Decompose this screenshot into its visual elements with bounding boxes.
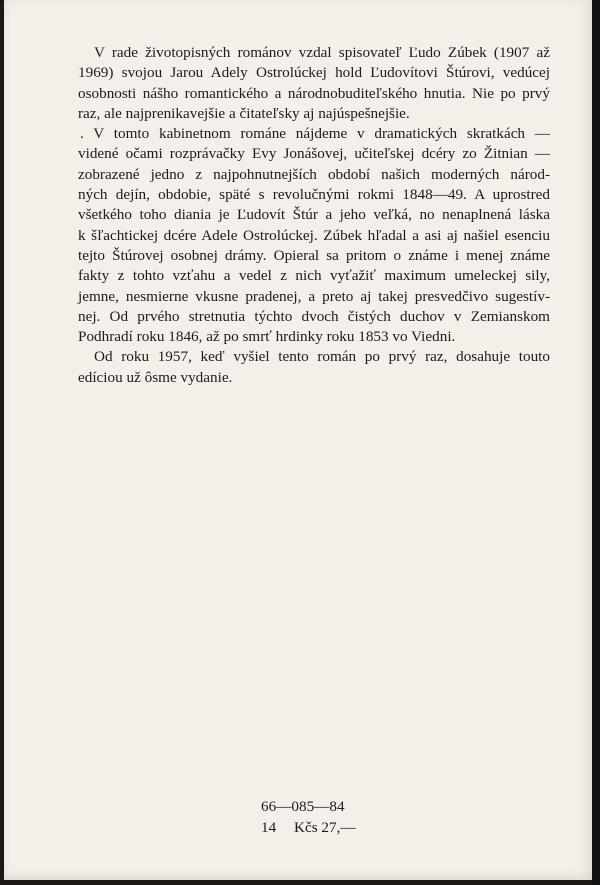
catalog-number: 66—085—84 <box>261 798 345 815</box>
text-line: fakty z tohto vzťahu a vedel z nich vyťažiť maximum umeleckej sily, <box>78 267 550 285</box>
paragraph-1 <box>78 43 550 124</box>
paragraph-2 <box>78 124 550 347</box>
text-line: . V tomto kabinetnom románe nájdeme v dramatických skratkách — <box>80 125 550 143</box>
publication-codes <box>261 796 356 838</box>
text-line: raz, ale najprenikavejšie a čitateľsky aj najúspešnejšie. <box>78 104 410 122</box>
text-line: V rade životopisných románov vzdal spisovateľ Ľudo Zúbek (1907 až <box>94 44 550 61</box>
text-line: Podhradí roku 1846, až po smrť hrdinky roku 1853 vo Viedni. <box>78 328 456 346</box>
price-line <box>261 817 356 838</box>
text-line: nej. Od prvého stretnutia týchto dvoch čistých duchov v Zemianskom <box>78 307 550 325</box>
text-line: 1969) svojou Jarou Adely Ostrolúckej hold Ľudovítovi Štúrovi, vedúcej <box>78 64 550 82</box>
text-line: videné očami rozprávačky Evy Jonášovej, učiteľskej dcéry zo Žitnian — <box>78 145 550 163</box>
text-line: všetkého toho diania je Ľudovít Štúr a jeho veľká, no nenaplnená láska <box>78 206 550 224</box>
blurb-text <box>78 43 550 388</box>
price-group: 14 <box>261 819 277 836</box>
text-line: Od roku 1957, keď vyšiel tento román po prvý raz, dosahuje touto <box>94 348 550 366</box>
paragraph-3 <box>78 347 550 388</box>
text-line: zobrazené jedno z najpohnutnejších období našich moderných národ- <box>78 165 550 183</box>
text-line: k šľachtickej dcére Adele Ostrolúckej. Zúbek hľadal a asi aj našiel esenciu <box>78 226 550 244</box>
text-line: ných dejín, obdobie, späté s revolučnými rokmi 1848—49. A uprostred <box>78 186 550 204</box>
text-line: osobnosti nášho romantického a národnobuditeľského hnutia. Nie po prvý <box>78 84 550 102</box>
price: Kčs 27,— <box>293 819 356 836</box>
page-edge <box>592 0 600 885</box>
text-line: edíciou už ôsme vydanie. <box>78 368 233 386</box>
text-line: jemne, nesmierne vkusne pradenej, a preto aj takej presvedčivo sugestív- <box>78 287 550 305</box>
text-line: tejto Štúrovej osobnej drámy. Opieral sa pritom o známe i menej známe <box>78 246 550 264</box>
back-cover <box>4 0 593 880</box>
